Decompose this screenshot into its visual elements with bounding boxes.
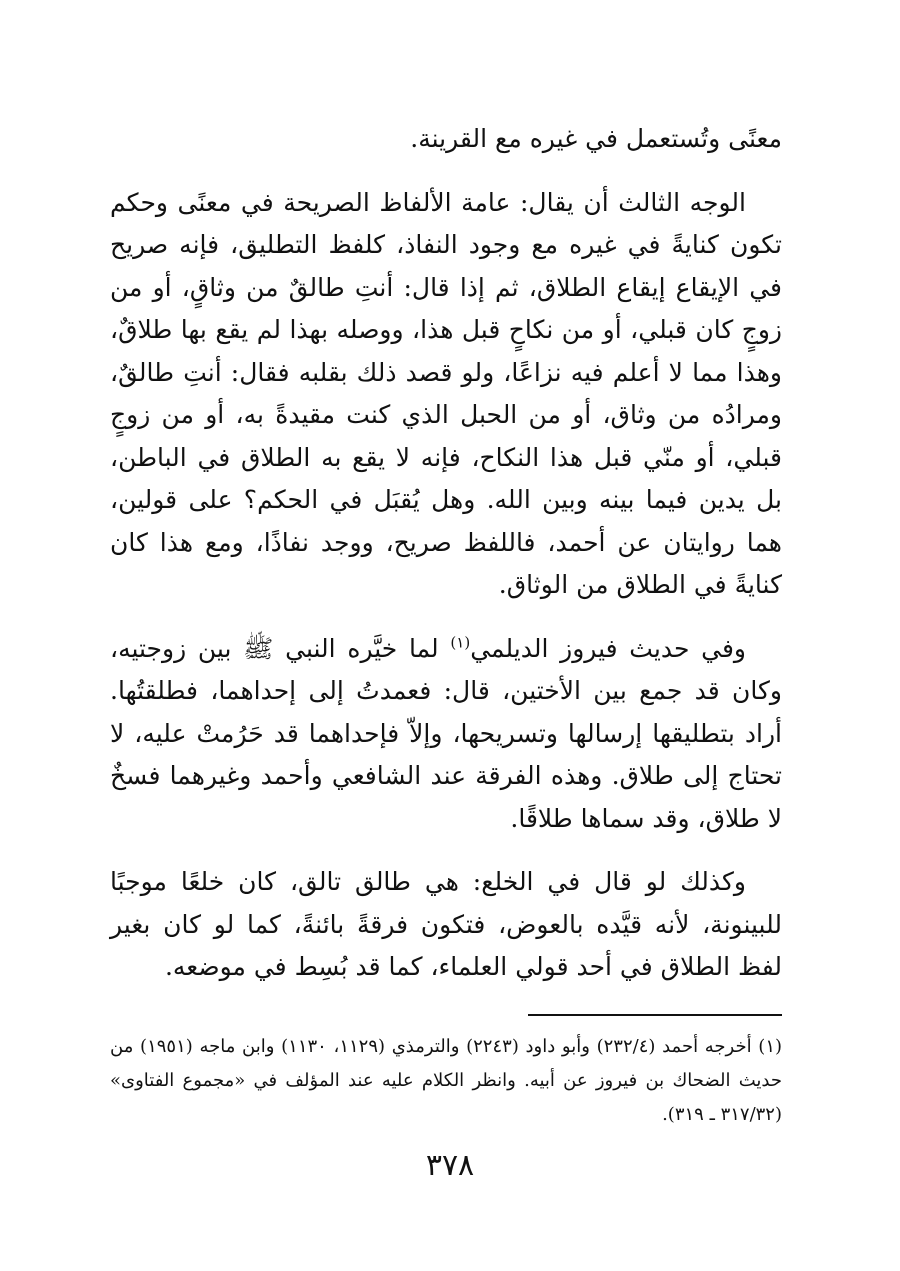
- paragraph-fayruz-hadith-text-end: لما خيَّره النبي ﷺ بين زوجتيه، وكان قد جمع بين الأختين، قال: فعمدتُ إلى إحداهما، فطلقتُها. أراد بتطليقها إرسالها وتسريحها، وإلاّ فإحداهما قد حَرُمتْ عليه، لا تحتاج إلى طلاق. وهذه الفرقة عند الشافعي وأحمد وغيرهما فسخٌ لا طلاق، وقد سماها طلاقًا.: [110, 633, 782, 833]
- page-body: [110, 118, 782, 989]
- footnote-text: (١) أخرجه أحمد (٢٣٢/٤) وأبو داود (٢٢٤٣) والترمذي (١١٢٩، ١١٣٠) وابن ماجه (١٩٥١) من حديث الضحاك بن فيروز عن أبيه. وانظر الكلام عليه عند المؤلف في «مجموع الفتاوى» (٣١٧/٣٢ ـ ٣١٩).: [110, 1036, 783, 1125]
- paragraph-fayruz-hadith: [110, 628, 782, 841]
- footnote-reference[interactable]: (١): [450, 633, 471, 652]
- page-number: ٣٧٨: [425, 1148, 475, 1183]
- paragraph-third-aspect: الوجه الثالث أن يقال: عامة الألفاظ الصريحة في معنًى وحكم تكون كنايةً في غيره مع وجود النفاذ، كلفظ التطليق، فإنه صريح في الإيقاع إيقاع الطلاق، ثم إذا قال: أنتِ طالقٌ من وثاقٍ، أو من زوجٍ كان قبلي، أو من نكاحٍ قبل هذا، ووصله بهذا لم يقع بها طلاقٌ، وهذا مما لا أعلم فيه نزاعًا، ولو قصد ذلك بقلبه فقال: أنتِ طالقٌ، ومرادُه من وثاق، أو من الحبل الذي كنت مقيدةً به، أو من زوجٍ قبلي، أو منّي قبل هذا النكاح، فإنه لا يقع به الطلاق في الباطن، بل يدين فيما بينه وبين الله. وهل يُقبَل في الحكم؟ على قولين، هما روايتان عن أحمد، فاللفظ صريح، ووجد نفاذًا، ومع هذا كان كنايةً في الطلاق من الوثاق.: [110, 187, 782, 599]
- paragraph-continuation: معنًى وتُستعمل في غيره مع القرينة.: [410, 124, 782, 153]
- paragraph-khul: وكذلك لو قال في الخلع: هي طالق تالق، كان خلعًا موجبًا للبينونة، لأنه قيَّده بالعوض، فتكون فرقةً بائنةً، كما لو كان بغير لفظ الطلاق في أحد قولي العلماء، كما قد بُسِط في موضعه.: [110, 867, 782, 981]
- paragraph-fayruz-hadith-text-start: وفي حديث فيروز الديلمي: [470, 633, 746, 663]
- footnote-separator: [528, 1014, 782, 1016]
